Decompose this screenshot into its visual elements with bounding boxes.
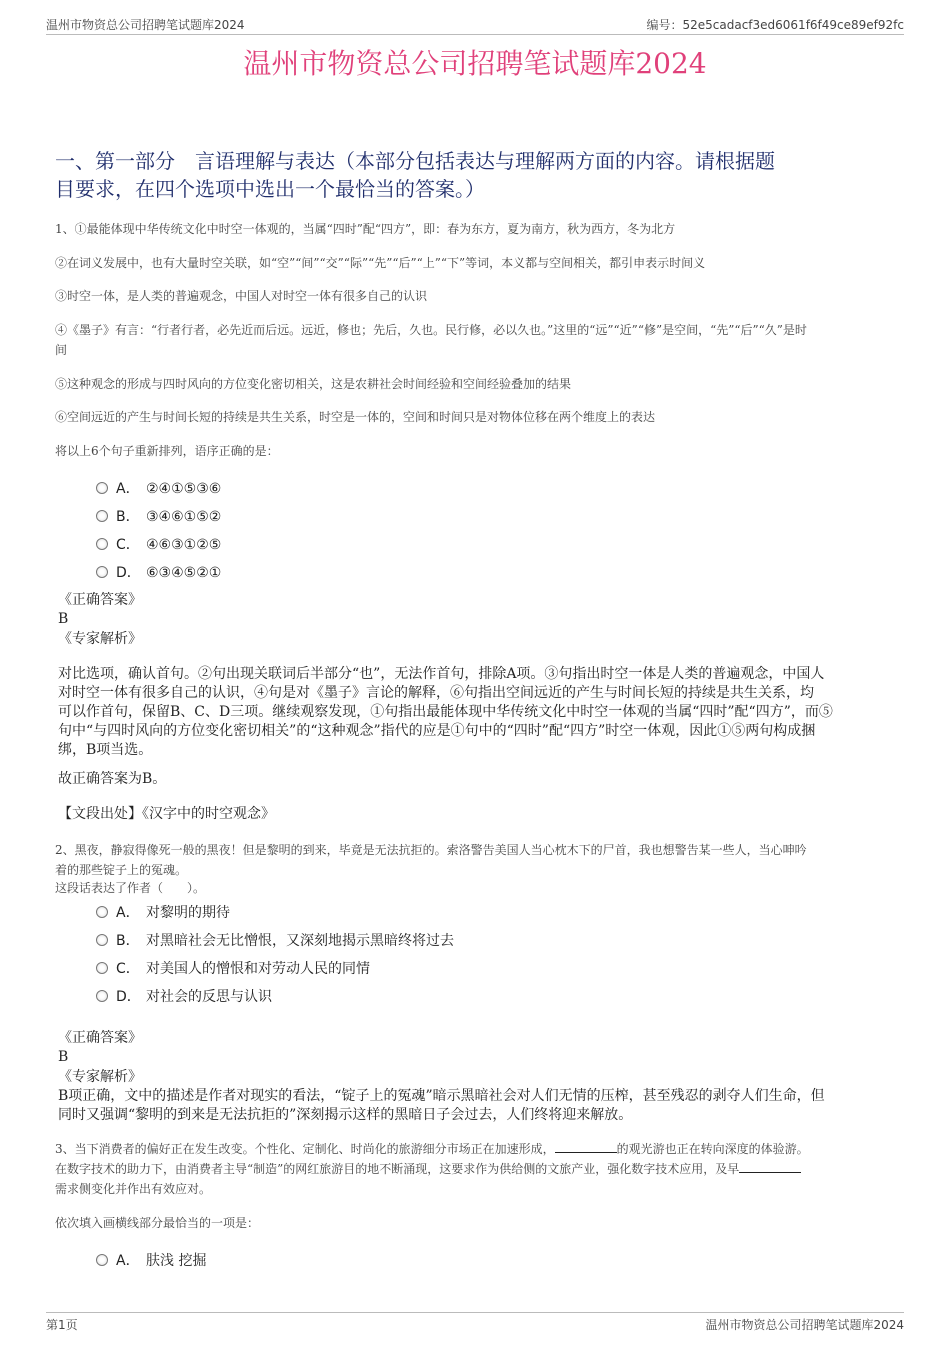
q1-option-c[interactable]: C． ④⑥③①②⑤ [96,534,221,554]
q1-option-a[interactable]: A． ②④①⑤③⑥ [96,478,221,498]
q1-sentence-5: ⑤这种观念的形成与四时风向的方位变化密切相关，这是农耕社会时间经验和空间经验叠加的结果 [55,377,572,391]
q2-option-b[interactable]: B． 对黑暗社会无比憎恨，又深刻地揭示黑暗终将过去 [96,930,454,950]
header-doc-title: 温州市物资总公司招聘笔试题库2024 [46,18,245,32]
q2-analysis-label: 《专家解析》 [58,1069,142,1085]
radio-icon[interactable] [96,990,108,1002]
q1-prompt: 将以上6个句子重新排列，语序正确的是： [55,444,279,458]
q1-sentence-2: ②在词义发展中，也有大量时空关联，如“空”“间”“交”“际”“先”“后”“上”“下”等词，本义都与空间相关，都引申表示时间义 [55,256,706,270]
q3-option-a[interactable]: A． 肤浅 挖掘 [96,1250,206,1270]
q1-sentence-6: ⑥空间远近的产生与时间长短的持续是共生关系，时空是一体的，空间和时间只是对物体位移在两个维度上的表达 [55,410,656,424]
radio-icon[interactable] [96,482,108,494]
page-header [46,14,904,35]
q1-sentence-3: ③时空一体，是人类的普遍观念，中国人对时空一体有很多自己的认识 [55,289,428,303]
q2-option-c[interactable]: C． 对美国人的憎恨和对劳动人民的同情 [96,958,370,978]
serial-number: 52e5cadacf3ed6061f6f49ce89ef92fc [682,18,904,32]
q2-analysis: B项正确，文中的描述是作者对现实的看法，“锭子上的冤魂”暗示黑暗社会对人们无情的压榨，甚至残忍的剥夺人们生命，但 同时又强调“黎明的到来是无法抗拒的”深刻揭示这样的黑暗日子会过去，人们终将迎来解放。 [58,1088,825,1123]
q1-answer-label: 《正确答案》 [58,592,142,608]
radio-icon[interactable] [96,510,108,522]
blank-2 [739,1160,801,1173]
q1-analysis: 对比选项，确认首句。②句出现关联词后半部分“也”，无法作首句，排除A项。③句指出时空一体是人类的普遍观念，中国人 对时空一体有很多自己的认识，④句是对《墨子》言论的解释，⑥句指出空间远近的产生与时间长短的持续是共生关系，均 可以作首句，保留B、C、D三项。继续观察发现，①句指出最能体现中华传统文化中时空一体观的当属“四时”配“四方”，而⑤ 句中“与四时风向的方位变化密切相关”的“这种观念”指代的应是①句中的“四时”配“四方”时空一体观，因此①⑤两句构成捆 绑，B项当选。 [58,666,833,758]
radio-icon[interactable] [96,1254,108,1266]
q1-answer: B [58,611,69,627]
q1-option-d[interactable]: D． ⑥③④⑤②① [96,562,221,582]
page-title: 温州市物资总公司招聘笔试题库2024 [243,47,707,80]
page-number: 第1页 [46,1318,78,1332]
q2-prompt: 这段话表达了作者（ ）。 [55,881,206,895]
blank-1 [555,1140,617,1153]
q2-answer-label: 《正确答案》 [58,1030,142,1046]
q1-sentence-1: 1、①最能体现中华传统文化中时空一体观的，当属“四时”配“四方”，即：春为东方，夏为南方，秋为西方，冬为北方 [55,222,676,236]
q1-option-b[interactable]: B． ③④⑥①⑤② [96,506,221,526]
section-heading: 一、第一部分 言语理解与表达（本部分包括表达与理解两方面的内容。请根据题 目要求，在四个选项中选出一个最恰当的答案。） [55,149,775,201]
radio-icon[interactable] [96,566,108,578]
radio-icon[interactable] [96,538,108,550]
q1-analysis-label: 《专家解析》 [58,631,142,647]
radio-icon[interactable] [96,934,108,946]
page-footer [46,1312,904,1332]
q2-answer: B [58,1049,69,1065]
q3-stem: 3、当下消费者的偏好正在发生改变。个性化、定制化、时尚化的旅游细分市场正在加速形成， 的观光游也正在转向深度的体验游。 在数字技术的助力下，由消费者主导“制造”的网红旅游目的地不断涌现，这要求作为供给侧的文旅产业，强化数字技术应用，及早 需求侧变化并作出有效应对。 [55,1142,809,1196]
q3-prompt: 依次填入画横线部分最恰当的一项是： [55,1216,260,1230]
q2-stem: 2、黑夜，静寂得像死一般的黑夜！但是黎明的到来，毕竟是无法抗拒的。索洛警告美国人当心枕木下的尸首，我也想警告某一些人，当心呻吟 着的那些锭子上的冤魂。 [55,843,807,877]
q1-source: 【文段出处】《汉字中的时空观念》 [58,806,275,822]
footer-doc-title: 温州市物资总公司招聘笔试题库2024 [705,1318,904,1332]
q2-option-d[interactable]: D． 对社会的反思与认识 [96,986,272,1006]
q1-conclusion: 故正确答案为B。 [58,771,167,787]
q1-sentence-4: ④《墨子》有言：“行者行者，必先近而后远。远近，修也；先后，久也。民行修，必以久也。”这里的“远”“近”“修”是空间，“先”“后”“久”是时 间 [55,323,807,357]
q2-option-a[interactable]: A． 对黎明的期待 [96,902,230,922]
radio-icon[interactable] [96,906,108,918]
header-serial: 编号：52e5cadacf3ed6061f6f49ce89ef92fc [646,18,904,32]
radio-icon[interactable] [96,962,108,974]
